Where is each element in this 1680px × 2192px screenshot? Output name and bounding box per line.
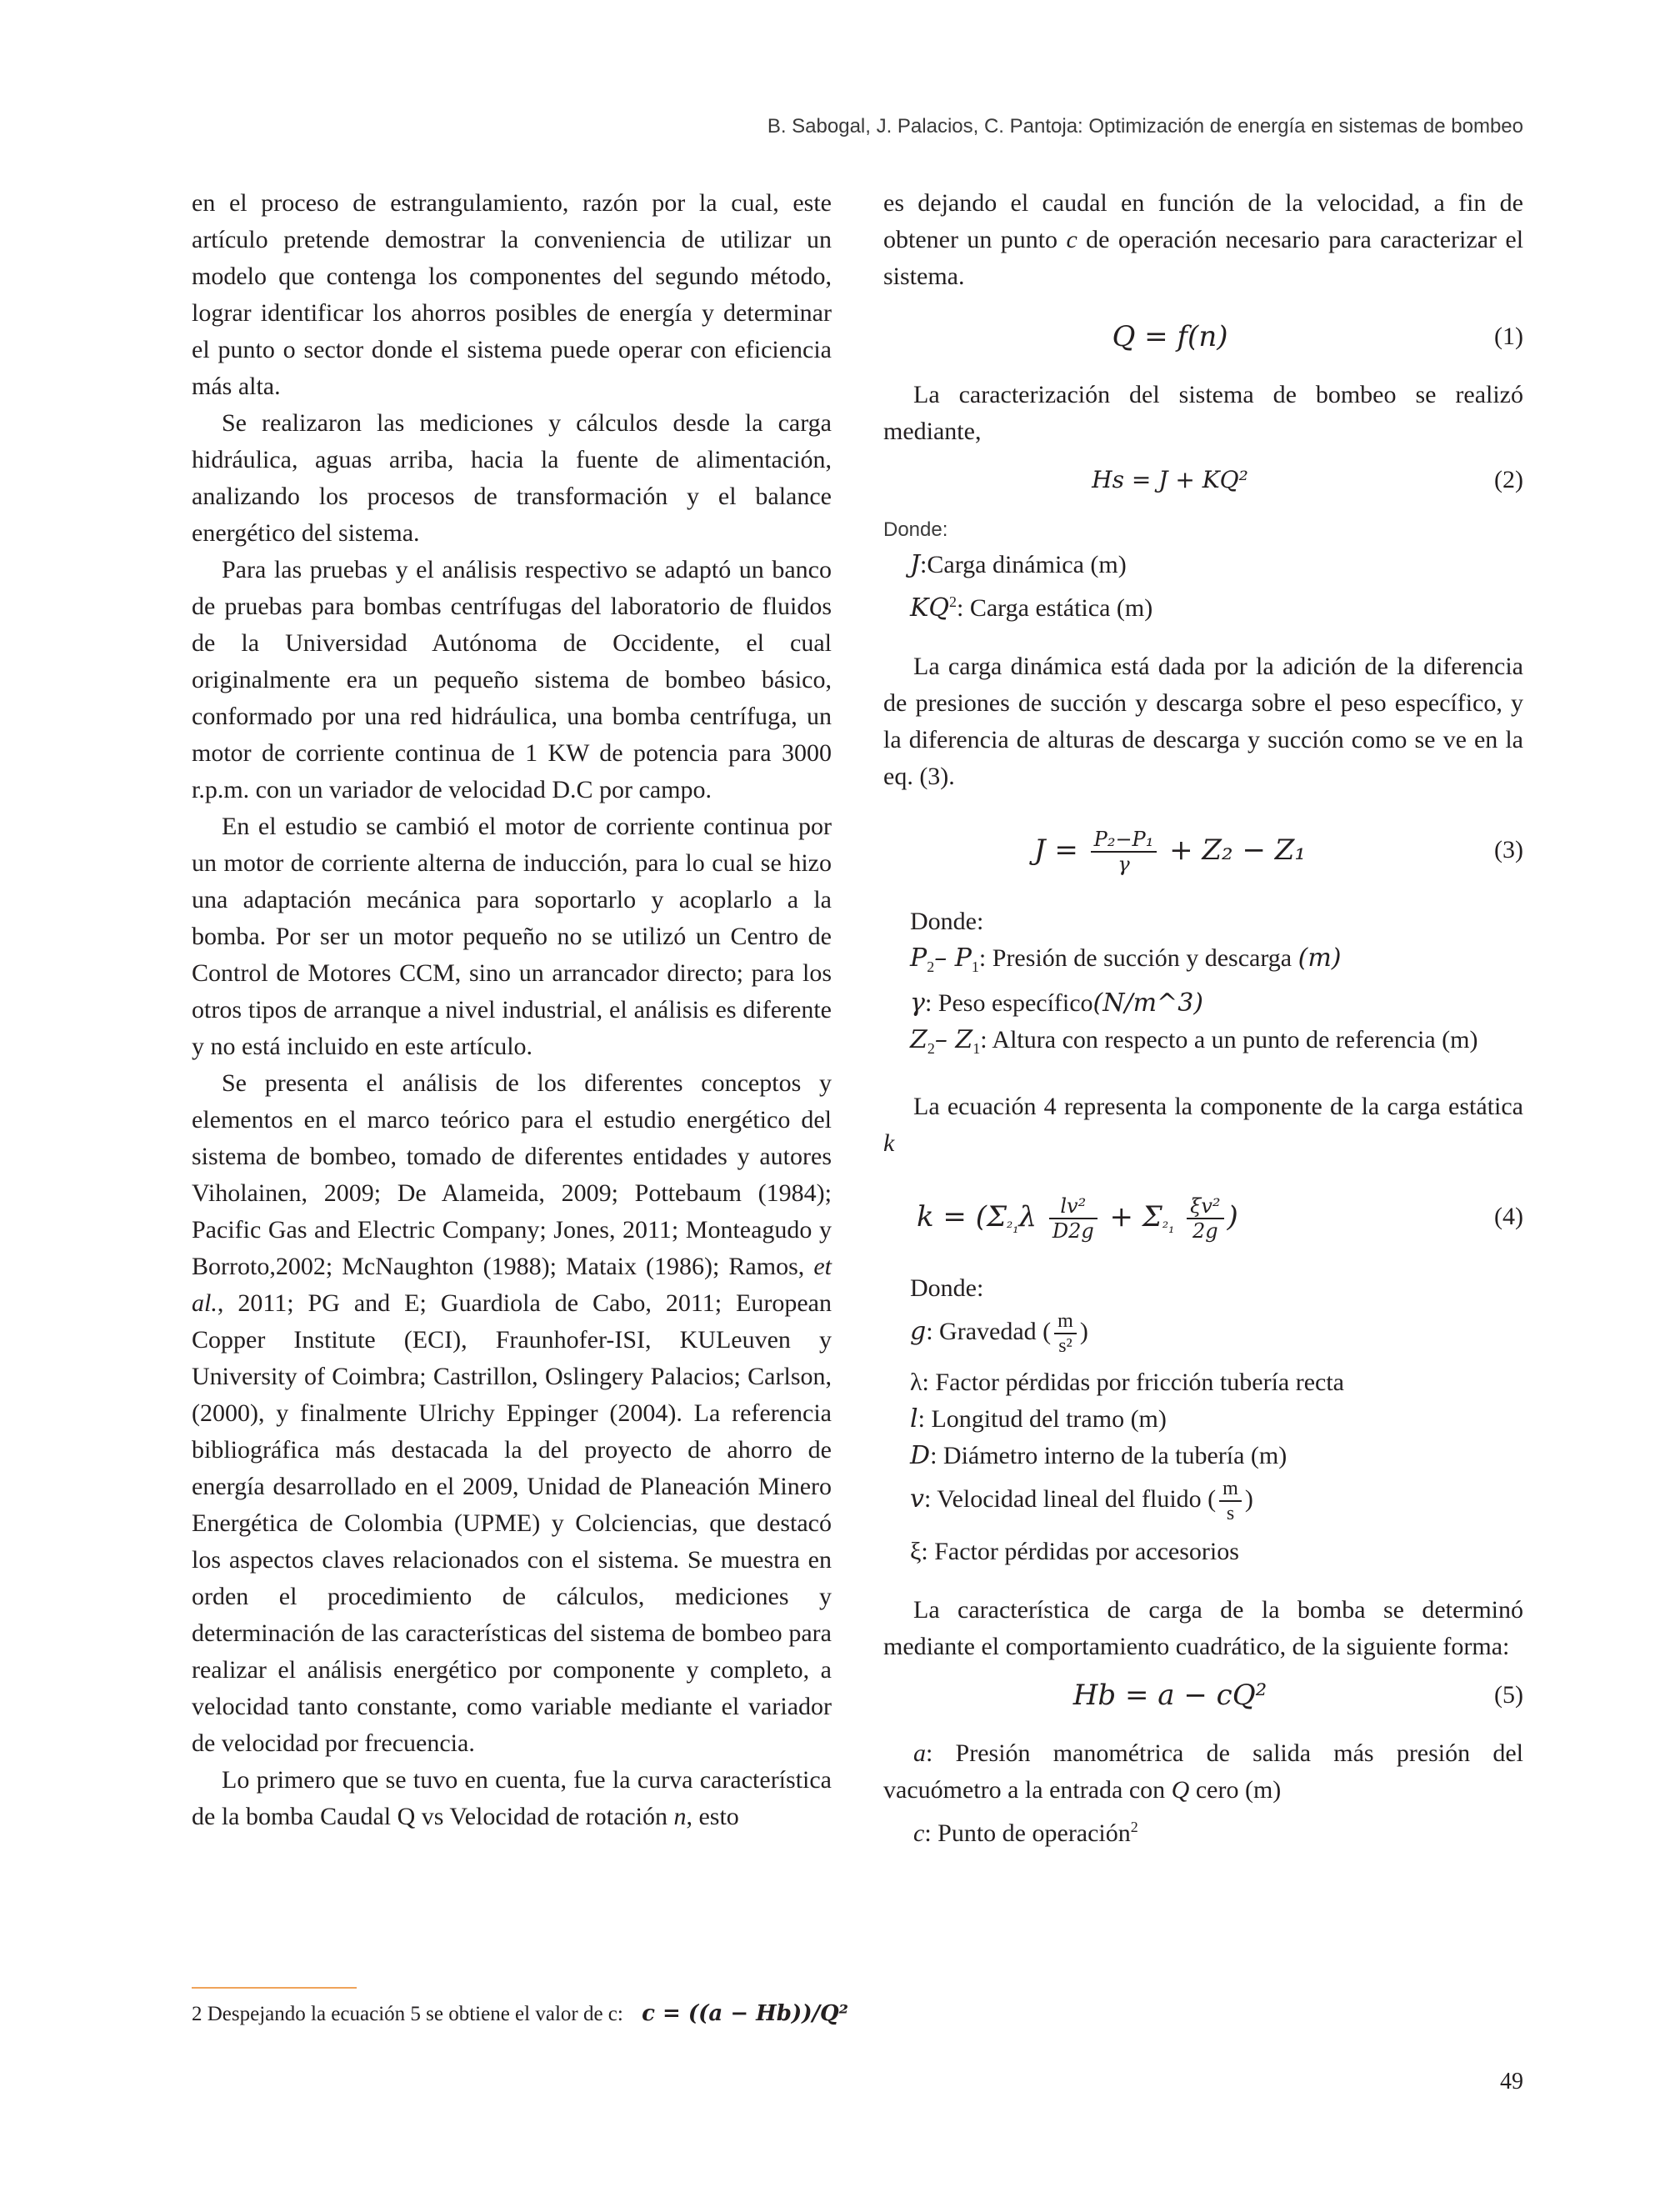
definition-text: : Diámetro interno de la tubería (m) bbox=[930, 1442, 1288, 1470]
paragraph: Se realizaron las mediciones y cálculos desde la carga hidráulica, aguas arriba, hacia la fuente de alimentación, analizando los procesos de transformación y el balance energético del sistema. bbox=[192, 409, 832, 547]
equation-number: (2) bbox=[1494, 466, 1523, 493]
donde-label: Donde: bbox=[910, 908, 984, 935]
symbol: c bbox=[1066, 226, 1078, 253]
symbol: J bbox=[910, 550, 921, 579]
italic-run: n bbox=[673, 1803, 687, 1830]
definition-text: : Presión de succión y descarga bbox=[978, 944, 1292, 972]
paragraph bbox=[192, 1762, 832, 1835]
denominator: 2g bbox=[1192, 1219, 1218, 1243]
definition-a bbox=[883, 1735, 1523, 1809]
text-run: , 2011; PG and E; Guardiola de Cabo, 2011; European Copper Institute (ECI), Fraunhofer-ISI, KULeuven y University of Coimbra; Castrillon, Oslingery Palacios; Carlson, (2000), y finalmente Ulrichy Eppinger (2004). La referencia bibliográfica más destacada la del proyecto de ahorro de energía desarrollado en el 2009, Unidad de Planeación Minero Energética de Colombia (UPME) y Colciencias, que destacó los aspectos claves relacionados con el sistema. Se muestra en orden el procedimiento de cálculos, mediciones y determinación de las características del sistema de bombeo para realizar el análisis energético por componente y completo, a velocidad tanto constante, como variable mediante el variador de velocidad por frecuencia. bbox=[192, 1289, 832, 1757]
equation-lhs: k = (Σ bbox=[917, 1200, 1008, 1234]
symbol: KQ bbox=[910, 593, 950, 623]
footnote-ref: 2 bbox=[1130, 1819, 1138, 1836]
italic-run: et al. bbox=[192, 1253, 832, 1317]
page-number: 49 bbox=[1500, 2069, 1523, 2094]
symbol: – P bbox=[934, 943, 972, 973]
definition-text: : Gravedad bbox=[926, 1318, 1037, 1345]
symbol: – Z bbox=[934, 1025, 973, 1054]
symbol: v bbox=[910, 1484, 924, 1514]
paragraph: en el proceso de estrangulamiento, razón por la cual, este artículo pretende demostrar la conveniencia de utilizar un modelo que contenga los componentes del segundo método, lograr identificar los ahorros posibles de energía y determinar el punto o sector donde el sistema puede operar con eficiencia más alta. bbox=[192, 189, 832, 400]
text-run: Lo primero que se tuvo en cuenta, fue la curva característica de la bomba Caudal Q vs Velocidad de rotación bbox=[192, 1766, 832, 1830]
definition-l bbox=[883, 1401, 1523, 1438]
denominator: γ bbox=[1118, 853, 1130, 876]
numerator: P₂−P₁ bbox=[1091, 828, 1158, 853]
symbol: Q bbox=[1171, 1776, 1190, 1804]
denominator: D2g bbox=[1052, 1219, 1094, 1243]
running-header: B. Sabogal, J. Palacios, C. Pantoja: Optimización de energía en sistemas de bombeo bbox=[767, 115, 1523, 138]
equation-number: (1) bbox=[1494, 323, 1523, 350]
equation-body bbox=[883, 812, 1457, 888]
numerator: m bbox=[1219, 1477, 1242, 1502]
symbol: γ bbox=[910, 988, 925, 1018]
paragraph: La carga dinámica está dada por la adición de la diferencia de presiones de succión y descarga sobre el peso específico, y la diferencia de alturas de descarga y succión como se ve en la eq. (3). bbox=[883, 653, 1523, 790]
definition-lambda: λ: Factor pérdidas por fricción tubería recta bbox=[910, 1369, 1344, 1397]
equation-number: (5) bbox=[1494, 1681, 1523, 1709]
text-run: , esto bbox=[686, 1803, 739, 1830]
subscript: 1 bbox=[972, 1040, 981, 1057]
text-run: Se presenta el análisis de los diferentes conceptos y elementos en el marco teórico para el estudio energético del sistema de bombeo, tomado de diferentes entidades y autores Viholainen, 2009; De Alameida, 2009; Pottebaum (1984); Pacific Gas and Electric Company; Jones, 2011; Monteagudo y Borroto,2002; McNaughton (1988); Mataix (1986); Ramos, bbox=[192, 1069, 832, 1280]
definition-text: :Carga dinámica (m) bbox=[920, 551, 1127, 578]
symbol: c bbox=[913, 1819, 925, 1848]
symbol: g bbox=[910, 1317, 927, 1346]
denominator: s bbox=[1226, 1503, 1235, 1525]
equation-mid: + Σ bbox=[1109, 1200, 1162, 1234]
paragraph: En el estudio se cambió el motor de corriente continua por un motor de corriente alterna de inducción, para lo cual se hizo una adaptación mecánica para soportarlo y acoplarlo a la bomba. Por ser un motor pequeño no se utilizó un Centro de Control de Motores CCM, sino un arrancador directo; para los otros tipos de arranque a nivel industrial, el análisis es diferente y no está incluido en este artículo. bbox=[192, 813, 832, 1060]
denominator: s² bbox=[1058, 1335, 1072, 1358]
equation-4 bbox=[883, 1179, 1523, 1255]
close-paren: ) bbox=[1227, 1200, 1238, 1234]
definition-d bbox=[883, 1438, 1523, 1474]
equation-rhs: + Z₂ − Z₁ bbox=[1169, 833, 1307, 867]
definition-text: : Carga estática (m) bbox=[957, 594, 1153, 622]
fraction bbox=[1049, 1194, 1098, 1243]
donde-label: Donde: bbox=[883, 518, 948, 541]
equation-1 bbox=[883, 312, 1523, 362]
unit: (m) bbox=[1298, 943, 1342, 973]
definition-gamma bbox=[883, 985, 1523, 1022]
equation-lhs: J = bbox=[1033, 833, 1078, 867]
definition-text: : Altura con respecto a un punto de referencia (m) bbox=[980, 1026, 1478, 1053]
limits: ²₁ bbox=[1162, 1219, 1175, 1237]
right-column bbox=[883, 185, 1523, 1852]
symbol: a bbox=[913, 1739, 926, 1768]
text-run: La ecuación 4 representa la componente de la carga estática bbox=[913, 1093, 1523, 1120]
equation-number: (3) bbox=[1494, 836, 1523, 863]
definition-text: cero (m) bbox=[1195, 1776, 1282, 1804]
equation-body: Hb = a − cQ² bbox=[1072, 1679, 1268, 1713]
paragraph bbox=[192, 1065, 832, 1762]
symbol: P bbox=[910, 943, 928, 973]
equation-body bbox=[883, 1179, 1457, 1267]
definition-text: : Velocidad lineal del fluido bbox=[923, 1485, 1202, 1514]
definition-c bbox=[883, 1809, 1523, 1852]
footnote-divider bbox=[192, 1987, 357, 1989]
equation-number: (4) bbox=[1494, 1203, 1523, 1230]
lambda-symbol: λ bbox=[1018, 1200, 1038, 1234]
donde-label: Donde: bbox=[910, 1274, 984, 1302]
equation-body: Q = f(n) bbox=[1112, 320, 1228, 353]
definition-v: v: Velocidad lineal del fluido ( $\frac{m}{s}$ ) bbox=[910, 1478, 1253, 1525]
equation-5 bbox=[883, 1670, 1523, 1720]
left-column bbox=[192, 185, 832, 1835]
subscript: 2 bbox=[927, 958, 935, 975]
text-run: es dejando el caudal en función de la velocidad, a fin de obtener un punto bbox=[883, 189, 1523, 253]
numerator: lv² bbox=[1049, 1194, 1098, 1219]
equation-body: Hs = J + KQ² bbox=[1092, 466, 1248, 493]
fraction bbox=[1219, 1477, 1242, 1525]
definition-z bbox=[883, 1022, 1523, 1067]
definition-text: : Longitud del tramo (m) bbox=[918, 1405, 1167, 1434]
limits: ²₁ bbox=[1007, 1219, 1019, 1237]
definition-g: g: Gravedad ( $\frac{m}{\text{s²}}$ ) bbox=[910, 1310, 1088, 1358]
fraction bbox=[1054, 1309, 1077, 1358]
paragraph: La caracterización del sistema de bombeo se realizó mediante, bbox=[883, 381, 1523, 445]
paragraph bbox=[883, 185, 1523, 295]
equation-2 bbox=[883, 455, 1523, 505]
fraction bbox=[1187, 1194, 1223, 1243]
paragraph: Para las pruebas y el análisis respectivo se adaptó un banco de pruebas para bombas centrífugas del laboratorio de fluidos de la Universidad Autónoma de Occidente, el cual originalmente era un pequeño sistema de bombeo básico, conformado por una red hidráulica, una bomba centrífuga, un motor de corriente continua de 1 KW de potencia para 3000 r.p.m. con un variador de velocidad D.C por campo. bbox=[192, 556, 832, 803]
definition-kq bbox=[883, 583, 1523, 627]
paragraph bbox=[883, 1088, 1523, 1162]
definition-xi: ξ: Factor pérdidas por accesorios bbox=[910, 1538, 1239, 1566]
footnote-formula: c = ((a − Hb))/Q² bbox=[642, 2001, 849, 2026]
symbol: k bbox=[883, 1129, 895, 1157]
symbol: D bbox=[910, 1441, 931, 1471]
subscript: 2 bbox=[927, 1040, 935, 1057]
symbol: Z bbox=[910, 1025, 928, 1054]
footnote bbox=[192, 1997, 848, 2031]
symbol: l bbox=[910, 1404, 918, 1434]
definition-text: : Peso específico bbox=[924, 989, 1093, 1017]
numerator: m bbox=[1054, 1309, 1077, 1334]
fraction bbox=[1091, 828, 1158, 876]
paragraph: La característica de carga de la bomba se determinó mediante el comportamiento cuadrático, de la siguiente forma: bbox=[883, 1596, 1523, 1661]
text-run: de operación necesario para caracterizar el sistema. bbox=[883, 226, 1524, 290]
numerator: ξv² bbox=[1187, 1194, 1223, 1219]
definition-text: : Presión manométrica de salida más presión del vacuómetro a la entrada con bbox=[883, 1739, 1523, 1804]
superscript: 2 bbox=[949, 593, 958, 610]
subscript: 1 bbox=[971, 958, 979, 975]
footnote-text: 2 Despejando la ecuación 5 se obtiene el valor de c: bbox=[192, 2003, 623, 2025]
definition-j bbox=[883, 547, 1523, 583]
definition-text: : Punto de operación bbox=[924, 1819, 1131, 1848]
unit: (N/m^3) bbox=[1092, 988, 1203, 1018]
equation-3 bbox=[883, 812, 1523, 888]
definition-p bbox=[883, 940, 1523, 985]
